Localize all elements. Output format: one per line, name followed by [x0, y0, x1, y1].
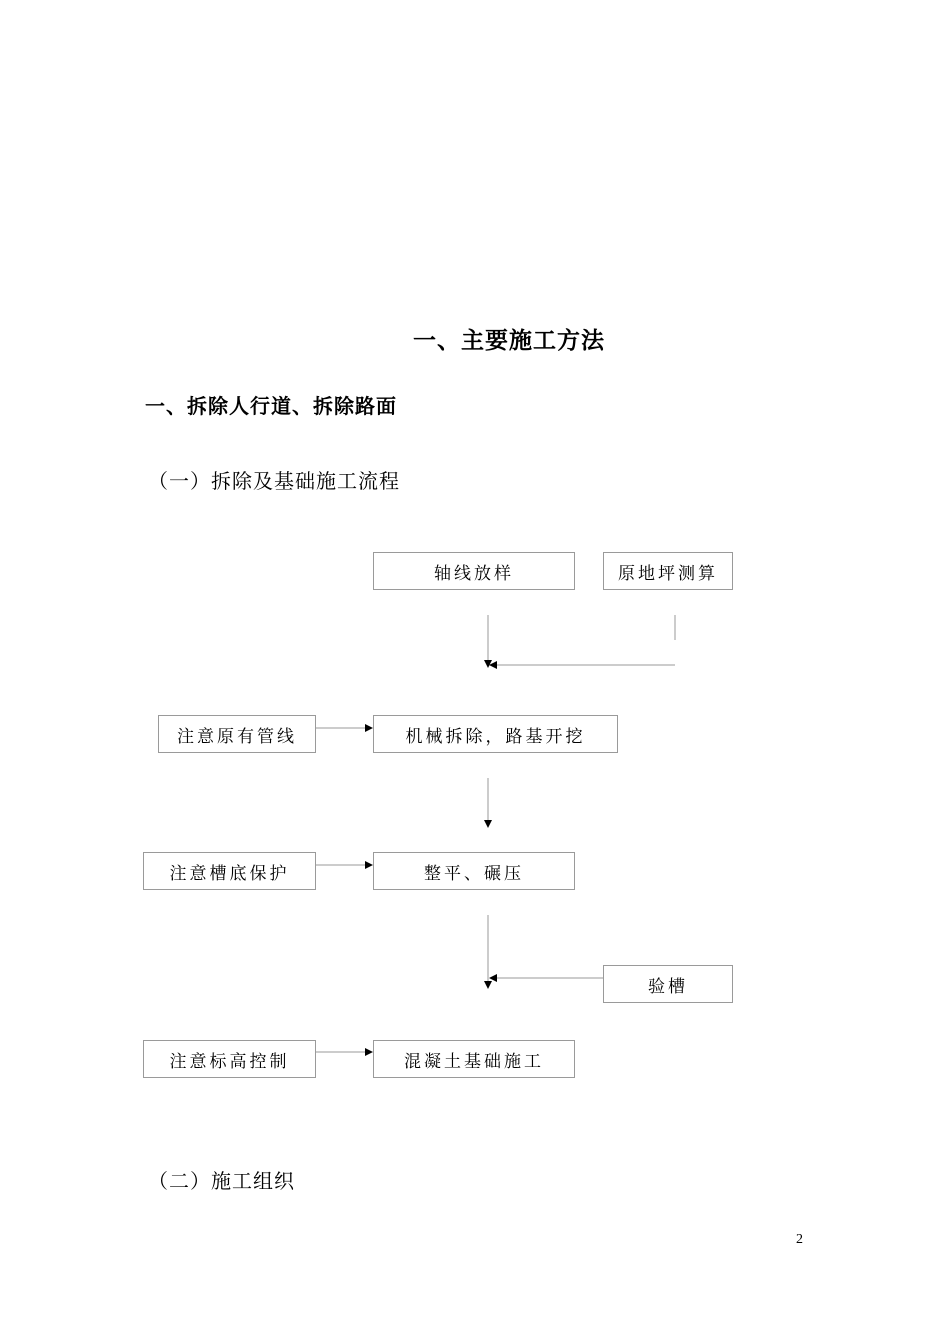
box-survey: [603, 552, 733, 590]
chapter-title: 一、主要施工方法: [413, 327, 605, 354]
box-leveling: [373, 852, 575, 890]
box-inspection-label: 验槽: [648, 976, 688, 997]
box-elevation-note: [143, 1040, 316, 1078]
box-pipeline-note: [158, 715, 316, 753]
box-excavation-label: 机械拆除，路基开挖: [405, 726, 586, 747]
section-title: 一、拆除人行道、拆除路面: [145, 394, 397, 418]
box-pipeline-note-label: 注意原有管线: [177, 726, 297, 747]
box-survey-label: 原地坪测算: [618, 563, 718, 584]
subsection-title-1: （一）拆除及基础施工流程: [148, 469, 400, 493]
subsection-title-2: （二）施工组织: [148, 1169, 295, 1193]
box-excavation: [373, 715, 618, 753]
box-axis-layout-label: 轴线放样: [434, 563, 514, 584]
box-leveling-label: 整平、碾压: [424, 863, 524, 884]
box-elevation-note-label: 注意标高控制: [169, 1051, 290, 1072]
box-concrete-label: 混凝土基础施工: [404, 1051, 544, 1072]
box-inspection: [603, 965, 733, 1003]
page-number: 2: [796, 1232, 803, 1247]
box-trench-note: [143, 852, 316, 890]
box-axis-layout: [373, 552, 575, 590]
box-trench-note-label: 注意槽底保护: [169, 863, 290, 884]
box-concrete: [373, 1040, 575, 1078]
